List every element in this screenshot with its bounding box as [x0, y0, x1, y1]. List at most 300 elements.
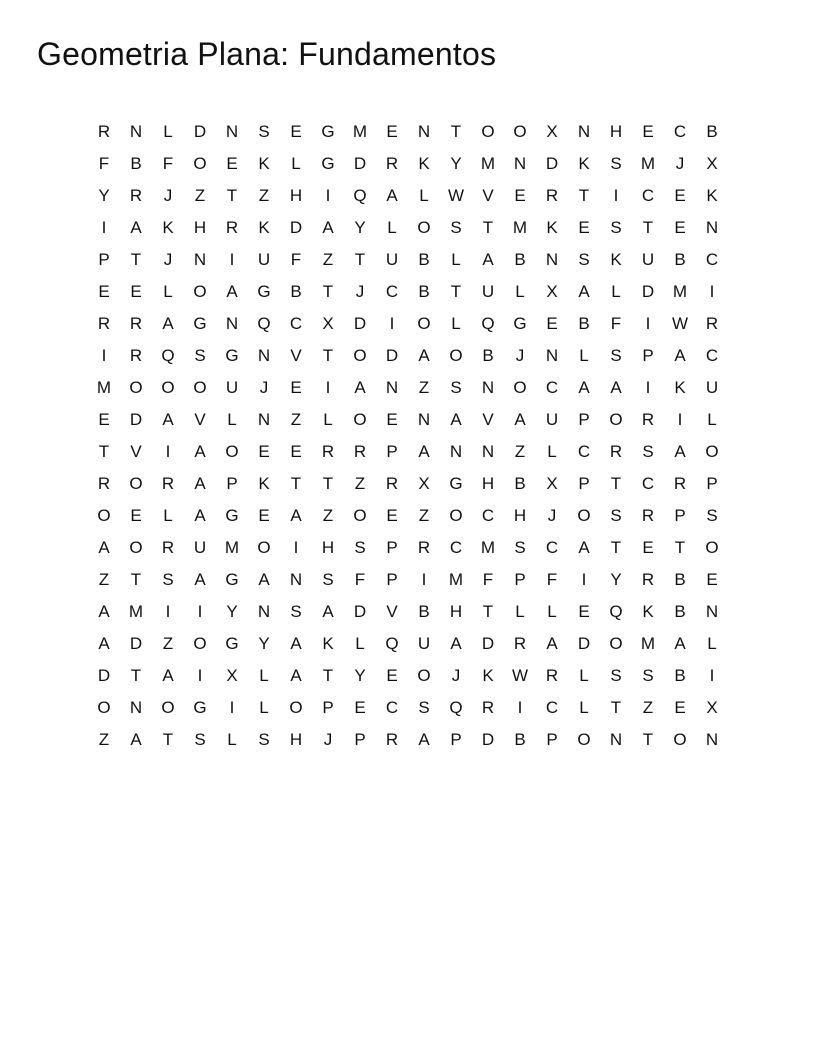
grid-letter: K	[258, 217, 270, 237]
grid-letter: M	[224, 537, 240, 557]
grid-letter: L	[579, 697, 589, 717]
grid-letter: T	[642, 217, 654, 237]
grid-letter: A	[674, 345, 686, 365]
grid-letter: T	[322, 665, 334, 685]
grid-letter: O	[353, 409, 367, 429]
grid-letter: X	[226, 665, 238, 685]
grid-letter: A	[162, 409, 174, 429]
grid-letter: M	[640, 633, 656, 653]
grid-letter: B	[514, 249, 526, 269]
grid-letter: G	[321, 153, 335, 173]
grid-letter: G	[513, 313, 527, 333]
grid-letter: T	[130, 569, 142, 589]
grid-letter: X	[546, 473, 558, 493]
grid-letter: R	[97, 473, 111, 493]
grid-letter: N	[385, 377, 399, 397]
grid-letter: L	[515, 281, 525, 301]
grid-letter: K	[258, 153, 270, 173]
grid-letter: F	[290, 249, 302, 269]
grid-letter: O	[353, 505, 367, 525]
grid-letter: T	[610, 537, 622, 557]
grid-letter: I	[165, 441, 171, 461]
grid-letter: H	[193, 217, 207, 237]
grid-letter: R	[161, 473, 175, 493]
grid-letter: P	[450, 729, 462, 749]
grid-letter: N	[193, 249, 207, 269]
grid-letter: L	[707, 409, 717, 429]
grid-letter: Z	[642, 697, 654, 717]
grid-letter: P	[386, 537, 398, 557]
grid-letter: S	[162, 569, 174, 589]
grid-letter: Z	[98, 729, 110, 749]
grid-letter: I	[421, 569, 427, 589]
grid-letter: O	[97, 697, 111, 717]
grid-letter: T	[354, 249, 366, 269]
grid-letter: S	[610, 153, 622, 173]
grid-letter: T	[610, 473, 622, 493]
grid-letter: M	[128, 601, 144, 621]
grid-letter: Q	[161, 345, 175, 365]
grid-letter: R	[129, 185, 143, 205]
grid-letter: N	[481, 377, 495, 397]
grid-letter: N	[257, 409, 271, 429]
grid-letter: J	[547, 505, 557, 525]
grid-letter: A	[418, 729, 430, 749]
grid-letter: I	[645, 313, 651, 333]
grid-letter: Z	[258, 185, 270, 205]
grid-letter: P	[642, 345, 654, 365]
grid-letter: E	[290, 377, 302, 397]
grid-letter: J	[675, 153, 685, 173]
grid-letter: S	[642, 665, 654, 685]
grid-letter: C	[673, 121, 687, 141]
grid-letter: O	[129, 377, 143, 397]
grid-letter: Q	[385, 633, 399, 653]
grid-letter: B	[706, 121, 718, 141]
grid-letter: P	[578, 409, 590, 429]
grid-letter: N	[705, 601, 719, 621]
grid-letter: S	[258, 729, 270, 749]
grid-letter: R	[705, 313, 719, 333]
grid-letter: Q	[449, 697, 463, 717]
grid-letter: L	[579, 665, 589, 685]
grid-letter: U	[641, 249, 655, 269]
grid-letter: U	[545, 409, 559, 429]
grid-letter: R	[129, 345, 143, 365]
grid-letter: Q	[481, 313, 495, 333]
grid-letter: A	[322, 601, 334, 621]
grid-letter: K	[418, 153, 430, 173]
grid-letter: M	[512, 217, 528, 237]
grid-letter: D	[129, 409, 143, 429]
grid-letter: Z	[322, 505, 334, 525]
grid-letter: I	[197, 665, 203, 685]
grid-letter: I	[709, 281, 715, 301]
grid-letter: A	[418, 441, 430, 461]
grid-letter: Y	[354, 665, 366, 685]
grid-letter: A	[418, 345, 430, 365]
grid-letter: K	[578, 153, 590, 173]
grid-letter: N	[129, 121, 143, 141]
grid-letter: R	[225, 217, 239, 237]
grid-letter: D	[577, 633, 591, 653]
grid-letter: A	[354, 377, 366, 397]
grid-letter: S	[418, 697, 430, 717]
grid-letter: U	[257, 249, 271, 269]
grid-letter: D	[353, 313, 367, 333]
grid-letter: X	[706, 153, 718, 173]
grid-letter: R	[641, 569, 655, 589]
grid-letter: I	[325, 185, 331, 205]
grid-letter: R	[481, 697, 495, 717]
grid-letter: H	[449, 601, 463, 621]
grid-letter: B	[514, 729, 526, 749]
grid-letter: E	[706, 569, 718, 589]
grid-letter: B	[418, 281, 430, 301]
grid-letter: E	[546, 313, 558, 333]
grid-letter: E	[642, 121, 654, 141]
grid-letter: V	[386, 601, 398, 621]
grid-letter: O	[705, 537, 719, 557]
grid-letter: R	[97, 313, 111, 333]
grid-letter: Z	[418, 377, 430, 397]
grid-letter: T	[130, 665, 142, 685]
grid-letter: Z	[418, 505, 430, 525]
grid-letter: O	[609, 409, 623, 429]
grid-letter: A	[162, 665, 174, 685]
grid-letter: C	[705, 345, 719, 365]
grid-letter: K	[706, 185, 718, 205]
grid-letter: D	[129, 633, 143, 653]
grid-letter: N	[289, 569, 303, 589]
grid-letter: I	[229, 249, 235, 269]
grid-letter: P	[226, 473, 238, 493]
grid-letter: O	[193, 281, 207, 301]
grid-letter: C	[385, 697, 399, 717]
grid-letter: A	[130, 217, 142, 237]
grid-letter: F	[482, 569, 494, 589]
grid-letter: B	[482, 345, 494, 365]
grid-letter: O	[513, 377, 527, 397]
grid-letter: E	[354, 697, 366, 717]
grid-letter: O	[193, 377, 207, 397]
grid-letter: N	[545, 249, 559, 269]
grid-letter: S	[450, 377, 462, 397]
grid-letter: A	[98, 633, 110, 653]
grid-letter: O	[193, 153, 207, 173]
grid-letter: B	[418, 249, 430, 269]
grid-letter: A	[130, 729, 142, 749]
grid-letter: E	[674, 697, 686, 717]
grid-letter: D	[481, 633, 495, 653]
grid-letter: P	[578, 473, 590, 493]
grid-letter: O	[481, 121, 495, 141]
grid-letter: T	[450, 121, 462, 141]
grid-letter: L	[547, 441, 557, 461]
grid-letter: G	[257, 281, 271, 301]
grid-letter: K	[674, 377, 686, 397]
grid-letter: N	[257, 345, 271, 365]
grid-letter: G	[449, 473, 463, 493]
grid-letter: E	[258, 505, 270, 525]
grid-letter: I	[645, 377, 651, 397]
grid-letter: B	[674, 249, 686, 269]
grid-letter: A	[450, 409, 462, 429]
grid-letter: J	[515, 345, 525, 365]
grid-letter: E	[98, 281, 110, 301]
grid-letter: D	[641, 281, 655, 301]
grid-letter: B	[674, 601, 686, 621]
grid-letter: A	[546, 633, 558, 653]
grid-letter: I	[197, 601, 203, 621]
grid-letter: C	[545, 537, 559, 557]
grid-letter: O	[449, 505, 463, 525]
grid-letter: P	[354, 729, 366, 749]
grid-letter: E	[386, 409, 398, 429]
grid-letter: H	[321, 537, 335, 557]
grid-letter: A	[322, 217, 334, 237]
grid-letter: A	[482, 249, 494, 269]
grid-letter: I	[325, 377, 331, 397]
grid-letter: C	[577, 441, 591, 461]
grid-letter: T	[290, 473, 302, 493]
grid-letter: I	[101, 345, 107, 365]
grid-letter: S	[290, 601, 302, 621]
grid-letter: O	[705, 441, 719, 461]
grid-letter: E	[98, 409, 110, 429]
grid-letter: N	[225, 313, 239, 333]
grid-letter: T	[450, 281, 462, 301]
grid-letter: Y	[258, 633, 270, 653]
grid-letter: C	[545, 377, 559, 397]
grid-letter: T	[98, 441, 110, 461]
grid-letter: P	[98, 249, 110, 269]
grid-letter: A	[162, 313, 174, 333]
grid-letter: D	[97, 665, 111, 685]
grid-letter: R	[385, 729, 399, 749]
grid-letter: I	[389, 313, 395, 333]
grid-letter: C	[481, 505, 495, 525]
grid-letter: F	[610, 313, 622, 333]
grid-letter: T	[322, 281, 334, 301]
grid-letter: N	[257, 601, 271, 621]
grid-letter: S	[194, 729, 206, 749]
grid-letter: H	[609, 121, 623, 141]
grid-letter: T	[226, 185, 238, 205]
grid-letter: U	[193, 537, 207, 557]
grid-letter: E	[290, 121, 302, 141]
grid-letter: N	[577, 121, 591, 141]
grid-letter: D	[289, 217, 303, 237]
grid-letter: I	[709, 665, 715, 685]
grid-letter: R	[545, 185, 559, 205]
grid-letter: D	[545, 153, 559, 173]
grid-letter: Q	[609, 601, 623, 621]
grid-letter: S	[578, 249, 590, 269]
grid-letter: T	[130, 249, 142, 269]
grid-letter: A	[98, 601, 110, 621]
grid-letter: T	[162, 729, 174, 749]
grid-letter: Y	[226, 601, 238, 621]
grid-letter: R	[417, 537, 431, 557]
grid-letter: O	[161, 377, 175, 397]
grid-letter: S	[194, 345, 206, 365]
grid-letter: T	[674, 537, 686, 557]
grid-letter: Z	[354, 473, 366, 493]
grid-letter: A	[290, 633, 302, 653]
grid-letter: E	[578, 601, 590, 621]
grid-letter: N	[481, 441, 495, 461]
grid-letter: S	[610, 505, 622, 525]
grid-letter: A	[194, 569, 206, 589]
grid-letter: N	[225, 121, 239, 141]
grid-letter: E	[642, 537, 654, 557]
grid-letter: S	[258, 121, 270, 141]
grid-letter: M	[480, 537, 496, 557]
grid-letter: O	[129, 473, 143, 493]
grid-letter: P	[514, 569, 526, 589]
grid-letter: N	[513, 153, 527, 173]
grid-letter: S	[642, 441, 654, 461]
grid-letter: Y	[450, 153, 462, 173]
grid-letter: R	[609, 441, 623, 461]
grid-letter: S	[322, 569, 334, 589]
grid-letter: X	[322, 313, 334, 333]
grid-letter: O	[193, 633, 207, 653]
grid-letter: O	[353, 345, 367, 365]
grid-letter: M	[672, 281, 688, 301]
grid-letter: U	[385, 249, 399, 269]
grid-letter: G	[193, 697, 207, 717]
grid-letter: K	[482, 665, 494, 685]
grid-letter: N	[417, 121, 431, 141]
grid-letter: E	[290, 441, 302, 461]
grid-letter: G	[193, 313, 207, 333]
grid-letter: F	[354, 569, 366, 589]
grid-letter: P	[386, 441, 398, 461]
grid-letter: H	[513, 505, 527, 525]
grid-letter: O	[161, 697, 175, 717]
grid-letter: P	[546, 729, 558, 749]
grid-letter: J	[355, 281, 365, 301]
grid-letter: D	[353, 601, 367, 621]
grid-letter: H	[289, 729, 303, 749]
grid-letter: S	[450, 217, 462, 237]
grid-letter: K	[162, 217, 174, 237]
grid-letter: N	[609, 729, 623, 749]
grid-letter: E	[386, 121, 398, 141]
grid-letter: S	[610, 345, 622, 365]
grid-letter: V	[290, 345, 302, 365]
grid-letter: C	[449, 537, 463, 557]
grid-letter: J	[323, 729, 333, 749]
grid-letter: N	[705, 217, 719, 237]
grid-letter: E	[386, 665, 398, 685]
page-title: Geometria Plana: Fundamentos	[37, 36, 497, 72]
grid-letter: V	[130, 441, 142, 461]
grid-letter: L	[611, 281, 621, 301]
grid-letter: V	[482, 409, 494, 429]
grid-letter: T	[482, 601, 494, 621]
grid-letter: A	[194, 505, 206, 525]
grid-letter: O	[577, 729, 591, 749]
grid-letter: R	[641, 505, 655, 525]
grid-letter: L	[387, 217, 397, 237]
grid-letter: F	[162, 153, 174, 173]
grid-letter: L	[163, 505, 173, 525]
grid-letter: X	[546, 121, 558, 141]
grid-letter: E	[674, 185, 686, 205]
grid-letter: W	[671, 313, 689, 333]
grid-letter: G	[225, 633, 239, 653]
grid-letter: R	[97, 121, 111, 141]
grid-letter: A	[610, 377, 622, 397]
grid-letter: G	[225, 569, 239, 589]
grid-letter: T	[610, 697, 622, 717]
grid-letter: A	[98, 537, 110, 557]
grid-letter: V	[482, 185, 494, 205]
grid-letter: R	[321, 441, 335, 461]
grid-letter: D	[353, 153, 367, 173]
grid-letter: E	[514, 185, 526, 205]
grid-letter: S	[354, 537, 366, 557]
grid-letter: C	[385, 281, 399, 301]
grid-letter: J	[259, 377, 269, 397]
grid-letter: B	[674, 569, 686, 589]
grid-letter: L	[451, 313, 461, 333]
grid-letter: T	[578, 185, 590, 205]
grid-letter: O	[609, 633, 623, 653]
grid-letter: S	[610, 665, 622, 685]
grid-letter: L	[163, 121, 173, 141]
grid-letter: R	[385, 473, 399, 493]
grid-letter: U	[417, 633, 431, 653]
grid-letter: Y	[610, 569, 622, 589]
grid-letter: O	[225, 441, 239, 461]
grid-letter: A	[290, 665, 302, 685]
grid-letter: Z	[194, 185, 206, 205]
grid-letter: A	[290, 505, 302, 525]
grid-letter: O	[417, 217, 431, 237]
grid-letter: A	[194, 441, 206, 461]
grid-letter: P	[706, 473, 718, 493]
word-search-grid	[88, 115, 728, 755]
grid-letter: U	[225, 377, 239, 397]
grid-letter: T	[482, 217, 494, 237]
grid-letter: D	[193, 121, 207, 141]
grid-letter: T	[322, 473, 334, 493]
grid-letter: K	[546, 217, 558, 237]
grid-letter: M	[96, 377, 112, 397]
grid-letter: I	[613, 185, 619, 205]
grid-letter: R	[129, 313, 143, 333]
grid-letter: G	[321, 121, 335, 141]
grid-letter: L	[355, 633, 365, 653]
grid-letter: I	[517, 697, 523, 717]
grid-letter: L	[163, 281, 173, 301]
grid-letter: T	[322, 345, 334, 365]
grid-letter: J	[163, 185, 173, 205]
grid-letter: I	[101, 217, 107, 237]
grid-letter: E	[386, 505, 398, 525]
grid-letter: M	[352, 121, 368, 141]
grid-letter: Y	[354, 217, 366, 237]
grid-letter: B	[130, 153, 142, 173]
grid-letter: O	[513, 121, 527, 141]
grid-letter: O	[449, 345, 463, 365]
grid-letter: K	[258, 473, 270, 493]
grid-letter: A	[578, 281, 590, 301]
